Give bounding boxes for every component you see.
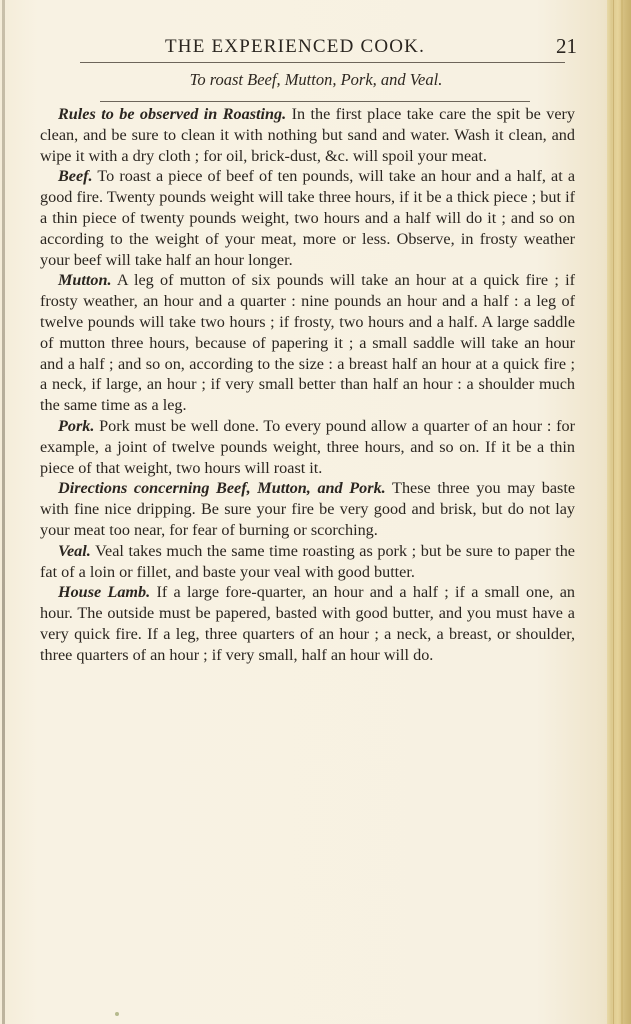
paragraph-pork bbox=[40, 416, 575, 478]
paragraph-text: These three you may baste with fine nice dripping. Be sure your fire be very good and brisk, but do not lay your meat too near, for fear of burning or scorching. bbox=[40, 479, 576, 539]
paragraph-lead: Pork. bbox=[58, 416, 95, 435]
paragraph-lead: Beef. bbox=[58, 167, 93, 186]
running-title: THE EXPERIENCED COOK. bbox=[165, 36, 426, 57]
paragraph-lead: Veal. bbox=[58, 541, 91, 560]
paragraph-text: To roast a piece of beef of ten pounds, will take an hour and a half, at a good fire. Twenty pounds weight will take three hours, if it be a thick piece ; but if a thin piece of twenty pounds weight, two hours and a half will do it ; and so on according to the weight of your meat, more or less. Observe, in frosty weather your beef will take half an hour longer. bbox=[40, 167, 575, 269]
paragraph-text: In the first place take care the spit be very clean, and be sure to clean it with nothing but sand and water. Wash it clean, and wipe it with a dry cloth ; for oil, brick-dust, &c. will spoil your meat. bbox=[40, 105, 575, 165]
page-number: 21 bbox=[556, 34, 577, 58]
header-rule bbox=[80, 62, 565, 63]
paragraph-mutton bbox=[40, 270, 575, 416]
paragraph-text: If a large fore-quarter, an hour and a half ; if a small one, an hour. The outside must be papered, basted with good butter, and you must have a very quick fire. If a leg, three quarters of an hour ; a neck, a breast, or shoulder, three quarters of an hour ; if very small, half an hour will do. bbox=[40, 583, 575, 664]
paragraph-lead: Rules to be observed in Roasting. bbox=[58, 105, 287, 123]
paragraph-text: Veal takes much the same time roasting as pork ; but be sure to paper the fat of a loin or fillet, and baste your veal with good butter. bbox=[40, 541, 575, 581]
paragraph-lead: Directions concerning Beef, Mutton, and Pork. bbox=[58, 479, 386, 498]
paragraph-beef bbox=[40, 166, 575, 270]
section-title: To roast Beef, Mutton, Pork, and Veal. bbox=[189, 70, 443, 89]
paragraph-directions bbox=[40, 478, 575, 540]
body-text bbox=[40, 104, 575, 666]
paragraph-text: Pork must be well done. To every pound allow a quarter of an hour : for example, a joint of twelve pounds weight, three hours, and so on. If it be a thin piece of that weight, two hours will roast it. bbox=[40, 416, 575, 477]
page-gutter-edge bbox=[2, 0, 5, 1024]
section-title-rule bbox=[100, 101, 530, 102]
paragraph-rules bbox=[40, 104, 575, 166]
page-speck bbox=[115, 1012, 119, 1016]
paragraph-veal bbox=[40, 541, 575, 583]
paragraph-lead: House Lamb. bbox=[58, 583, 151, 602]
paragraph-lead: Mutton. bbox=[58, 271, 112, 290]
page-header bbox=[40, 36, 585, 64]
paragraph-house-lamb bbox=[40, 582, 575, 665]
page-fore-edge bbox=[607, 0, 631, 1024]
paragraph-text: A leg of mutton of six pounds will take an hour at a quick fire ; if frosty weather, an hour and a quarter : nine pounds an hour and a half : a leg of twelve pounds will take two hours ; if frosty, two hours and a half. A large saddle of mutton three hours, because of papering it ; a small saddle will take an hour and a half ; and so on, according to the size : a breast half an hour at a quick fire ; a neck, if large, an hour ; if very small better than half an hour : a shoulder much the same time as a leg. bbox=[40, 271, 575, 415]
